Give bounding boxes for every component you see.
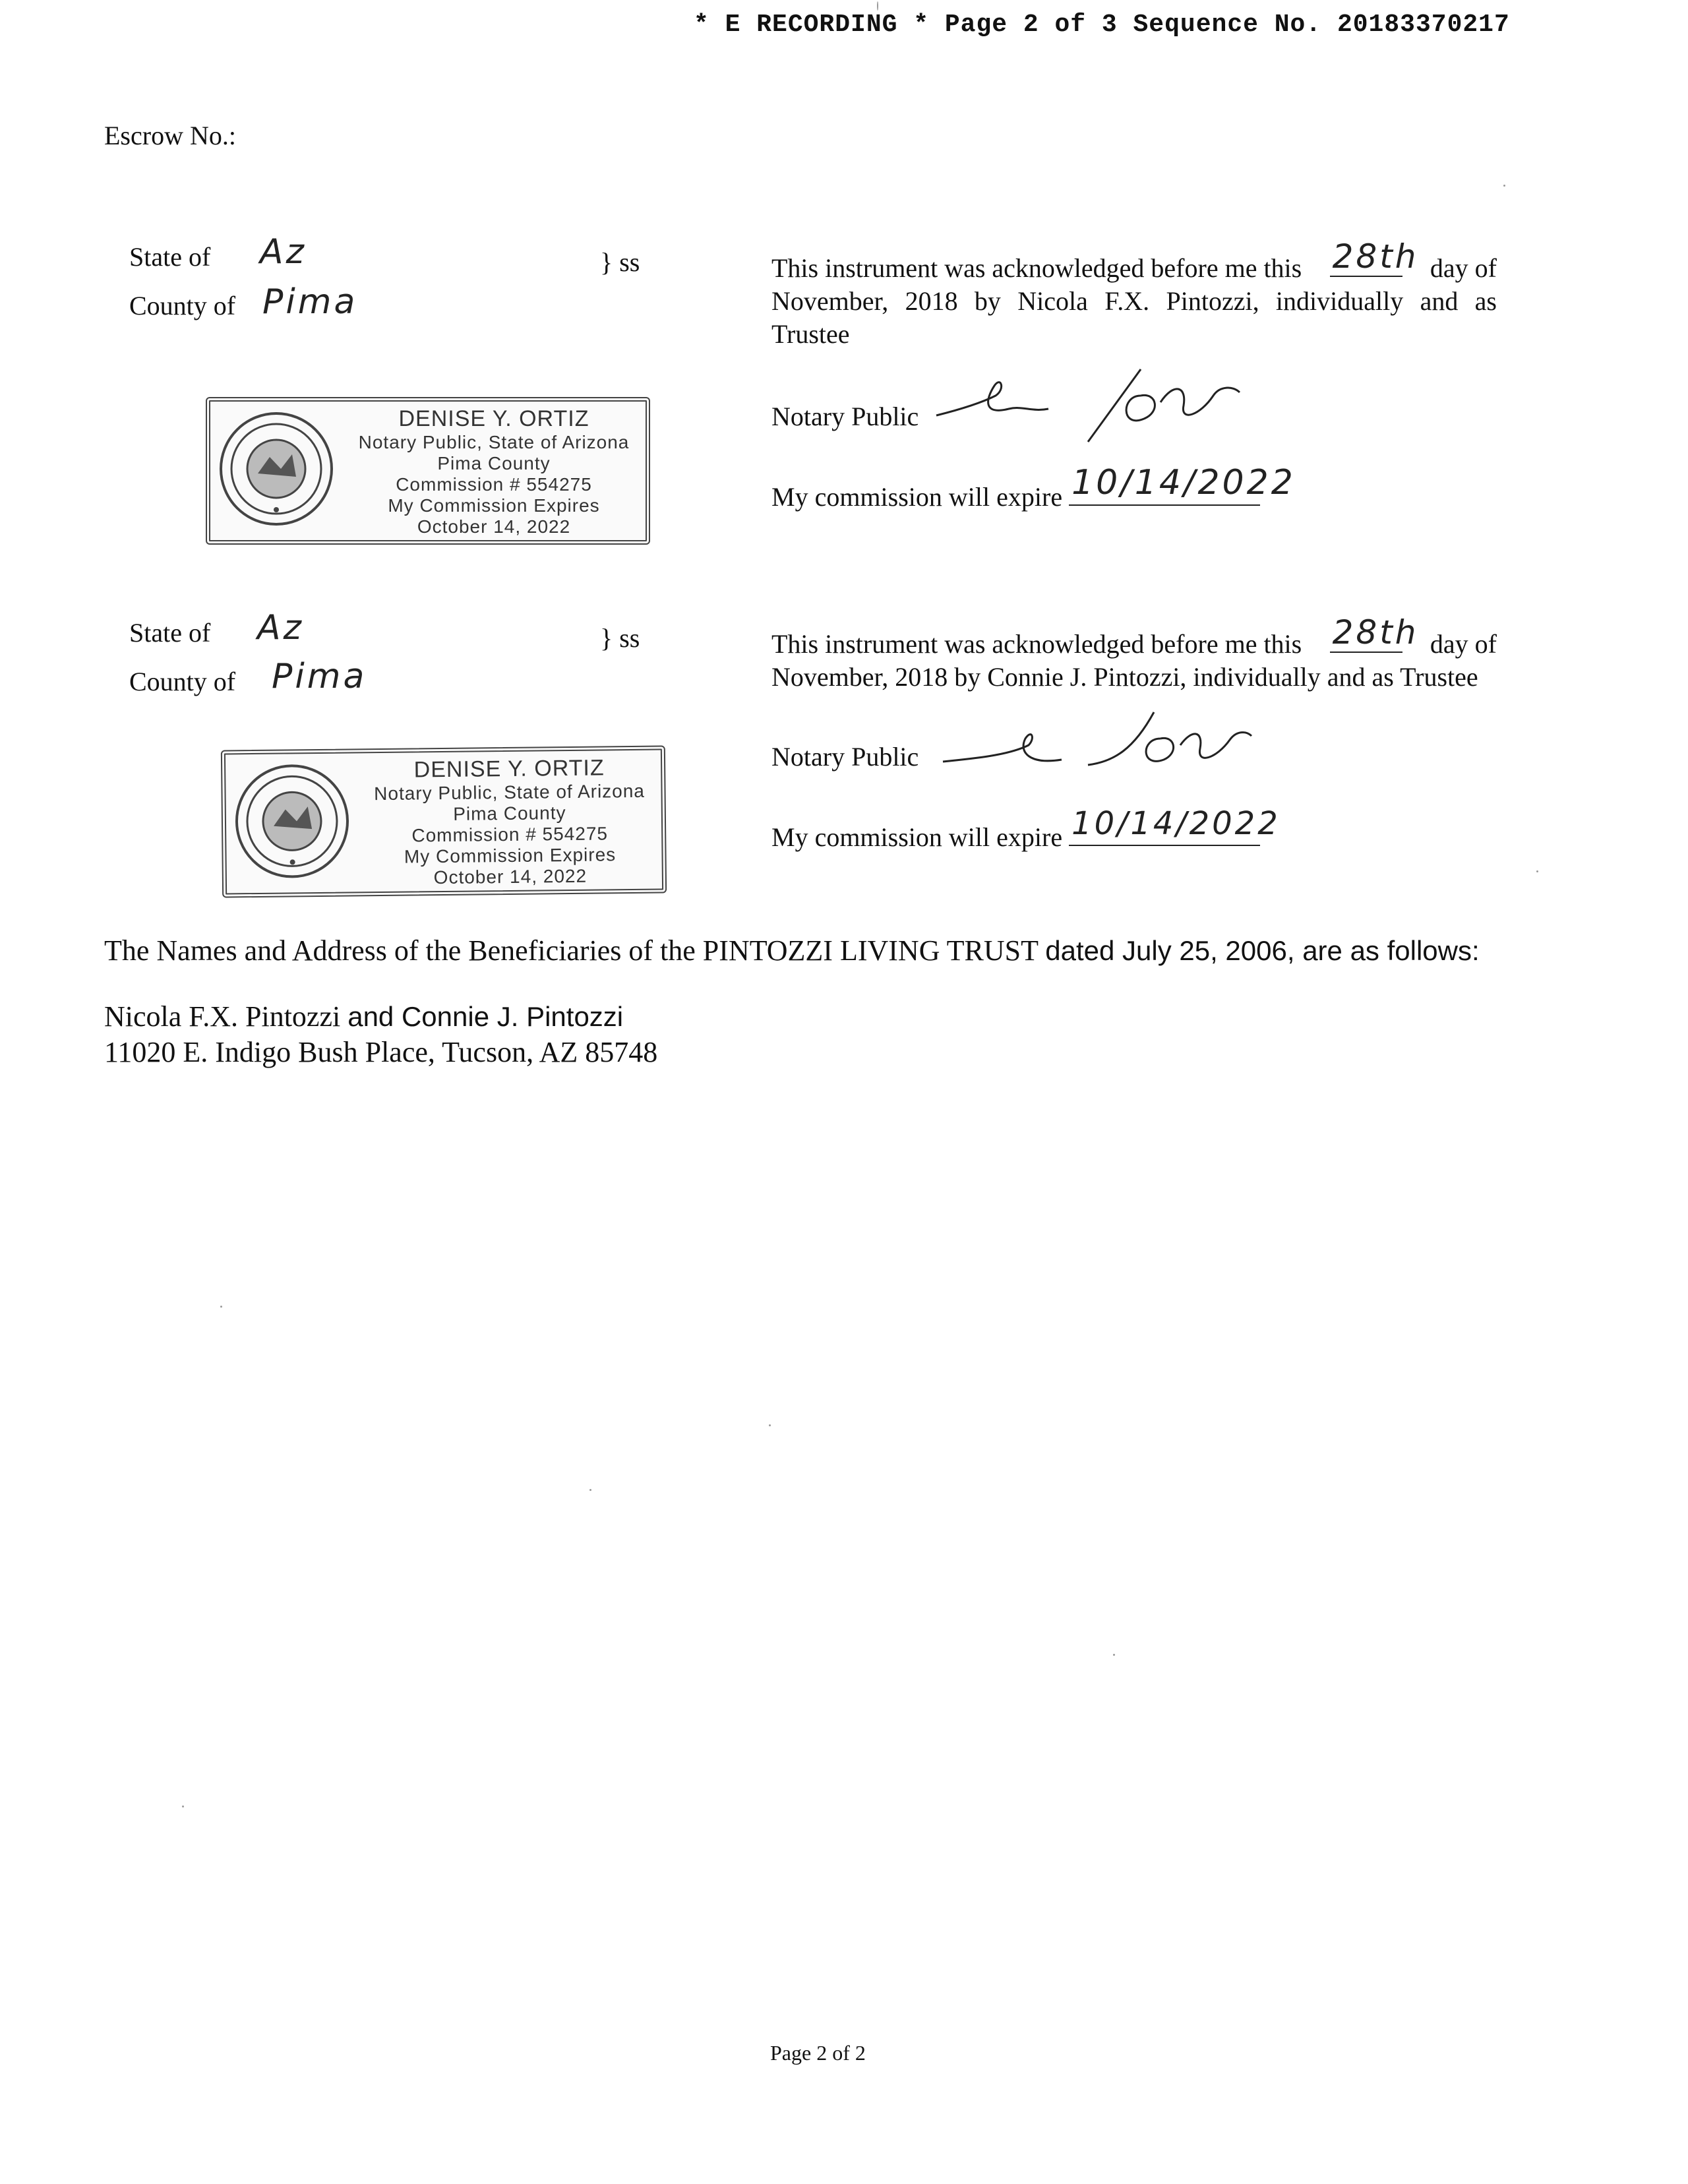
beneficiaries-intro <box>104 934 1480 969</box>
day-blank <box>1330 613 1419 653</box>
commission-handwritten-value: 10/14/2022 <box>1071 805 1281 843</box>
day-handwritten-value: 28th <box>1332 613 1419 652</box>
state-seal-icon <box>233 762 351 880</box>
stamp-text <box>342 406 646 537</box>
notary-public-label: Notary Public <box>771 742 919 772</box>
county-label: County of <box>129 291 236 320</box>
beneficiaries-intro-serif: The Names and Address of the Beneficiaries of the PINTOZZI LIVING TRUST <box>104 934 1046 967</box>
county-label: County of <box>129 667 236 696</box>
commission-blank <box>1069 805 1281 846</box>
stamp-line: October 14, 2022 <box>433 865 588 888</box>
stamp-name: DENISE Y. ORTIZ <box>398 406 589 431</box>
commission-line <box>771 805 1281 853</box>
stamp-line: Commission # 554275 <box>411 823 609 846</box>
state-handwritten-value: Az <box>260 232 307 272</box>
ack-text-after-day: day of <box>1430 629 1497 659</box>
commission-label: My commission will expire <box>771 482 1063 512</box>
ack-text-after-day: day of <box>1430 253 1497 283</box>
stamp-name: DENISE Y. ORTIZ <box>413 755 605 783</box>
beneficiary-names-sans: and Connie J. Pintozzi <box>347 1001 624 1032</box>
notary-signature <box>923 356 1279 448</box>
ss-bracket: } ss <box>600 247 640 277</box>
stamp-line: My Commission Expires <box>404 844 617 867</box>
county-handwritten-value: Pima <box>262 282 358 322</box>
county-handwritten-value: Pima <box>272 657 367 696</box>
stamp-text <box>357 754 662 890</box>
acknowledgment-text <box>771 237 1497 351</box>
escrow-label: Escrow No.: <box>104 121 236 150</box>
notary-stamp <box>206 397 650 545</box>
beneficiary-names <box>104 1000 623 1035</box>
acknowledgment-text <box>771 613 1497 694</box>
beneficiaries-intro-sans: dated July 25, 2006, are as follows: <box>1045 935 1480 966</box>
commission-blank <box>1069 462 1296 506</box>
commission-label: My commission will expire <box>771 822 1063 852</box>
beneficiary-address: 11020 E. Indigo Bush Place, Tucson, AZ 85748 <box>104 1036 658 1068</box>
day-handwritten-value: 28th <box>1332 237 1419 276</box>
state-label: State of <box>129 618 211 648</box>
day-blank <box>1330 237 1419 277</box>
commission-handwritten-value: 10/14/2022 <box>1071 462 1296 502</box>
notary-stamp <box>221 745 667 897</box>
stamp-line: Pima County <box>437 453 551 473</box>
ack-text-before-day: This instrument was acknowledged before me this <box>771 629 1302 659</box>
ack-text-before-day: This instrument was acknowledged before me this <box>771 253 1302 283</box>
notary-public-label: Notary Public <box>771 402 919 431</box>
stamp-line: My Commission Expires <box>388 495 600 516</box>
commission-line <box>771 462 1296 513</box>
stamp-line: Commission # 554275 <box>396 474 592 495</box>
notary-signature <box>936 699 1306 778</box>
state-seal-icon <box>218 411 334 527</box>
state-handwritten-value: Az <box>257 608 304 648</box>
stamp-line: October 14, 2022 <box>417 516 571 537</box>
ack-text-body: November, 2018 by Nicola F.X. Pintozzi, individually and as Trustee <box>771 286 1497 349</box>
beneficiary-names-serif: Nicola F.X. Pintozzi <box>104 1000 348 1033</box>
ss-bracket: } ss <box>600 623 640 653</box>
stamp-line: Pima County <box>453 803 566 824</box>
page-number: Page 2 of 2 <box>770 2041 866 2065</box>
ack-text-body: November, 2018 by Connie J. Pintozzi, individually and as Trustee <box>771 662 1478 692</box>
stamp-line: Notary Public, State of Arizona <box>358 432 630 452</box>
recording-banner: * E RECORDING * Page 2 of 3 Sequence No. 20183370217 <box>694 11 1510 39</box>
stamp-line: Notary Public, State of Arizona <box>374 780 646 804</box>
state-label: State of <box>129 242 211 272</box>
